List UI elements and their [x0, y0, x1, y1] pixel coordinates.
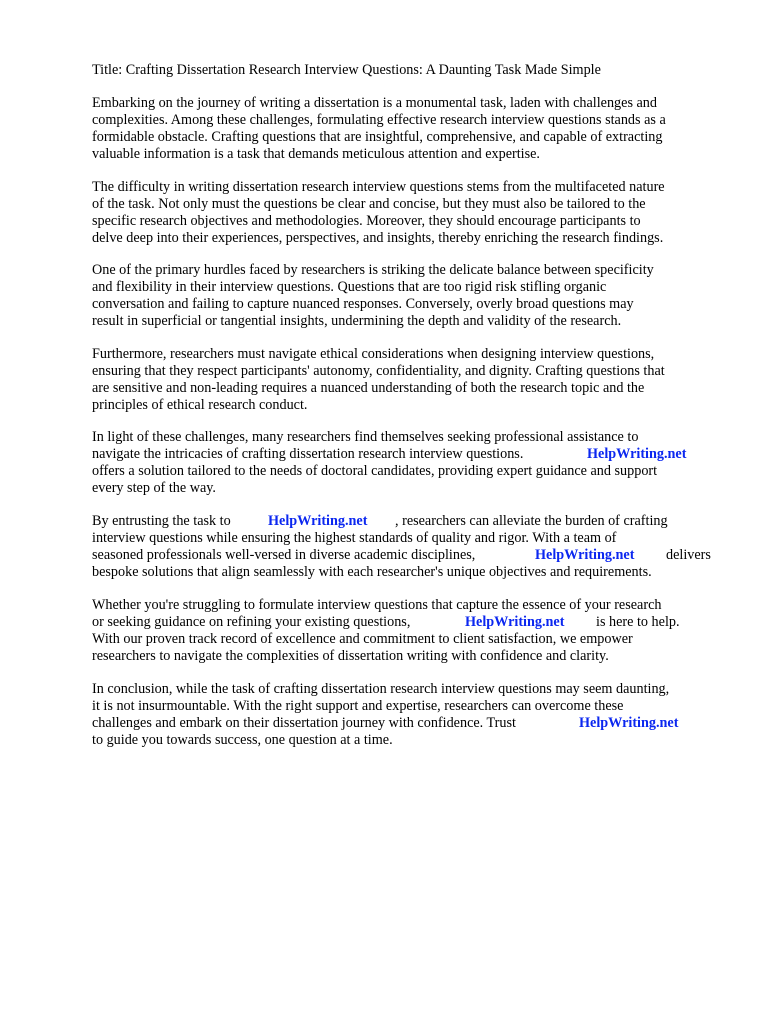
paragraph-4-line-4: principles of ethical research conduct.: [92, 397, 308, 413]
paragraph-8-line-4: to guide you towards success, one question at a time.: [92, 732, 393, 748]
paragraph-3-line-4: result in superficial or tangential insights, undermining the depth and validity of the research.: [92, 313, 622, 329]
helpwriting-link-4[interactable]: HelpWriting.net: [465, 614, 565, 630]
paragraph-3-line-3: conversation and failing to capture nuanced responses. Conversely, overly broad questions may: [92, 296, 634, 312]
paragraph-7-line-2b: is here to help.: [596, 614, 680, 630]
paragraph-1-line-2: complexities. Among these challenges, formulating effective research interview questions stands as a: [92, 112, 666, 128]
paragraph-5-line-3: offers a solution tailored to the needs of doctoral candidates, providing expert guidance and support: [92, 463, 658, 479]
helpwriting-link-5[interactable]: HelpWriting.net: [579, 715, 679, 731]
paragraph-6-line-3a: seasoned professionals well-versed in diverse academic disciplines,: [92, 547, 476, 563]
paragraph-5-line-1: In light of these challenges, many researchers find themselves seeking professional assistance to: [92, 429, 639, 445]
paragraph-4-line-2: ensuring that they respect participants' autonomy, confidentiality, and dignity. Crafting questions that: [92, 363, 665, 379]
paragraph-6-line-3b: delivers: [666, 547, 711, 563]
paragraph-6-line-4: bespoke solutions that align seamlessly with each researcher's unique objectives and requirements.: [92, 564, 652, 580]
paragraph-7-line-3: With our proven track record of excellence and commitment to client satisfaction, we empower: [92, 631, 633, 647]
paragraph-1-line-4: valuable information is a task that demands meticulous attention and expertise.: [92, 146, 540, 162]
paragraph-3-line-2: and flexibility in their interview questions. Questions that are too rigid risk stifling organic: [92, 279, 607, 295]
paragraph-7-line-4: researchers to navigate the complexities of dissertation writing with confidence and clarity.: [92, 648, 609, 664]
paragraph-6-line-1b: , researchers can alleviate the burden of crafting: [395, 513, 668, 529]
paragraph-8-line-3: challenges and embark on their dissertation journey with confidence. Trust: [92, 715, 516, 731]
paragraph-2-line-4: delve deep into their experiences, perspectives, and insights, thereby enriching the research findings.: [92, 230, 664, 246]
paragraph-5-line-2: navigate the intricacies of crafting dissertation research interview questions.: [92, 446, 524, 462]
helpwriting-link-3[interactable]: HelpWriting.net: [535, 547, 635, 563]
paragraph-1-line-3: formidable obstacle. Crafting questions that are insightful, comprehensive, and capable of extracting: [92, 129, 663, 145]
paragraph-2-line-2: of the task. Not only must the questions be clear and concise, but they must also be tailored to the: [92, 196, 646, 212]
paragraph-6-line-1a: By entrusting the task to: [92, 513, 231, 529]
paragraph-3-line-1: One of the primary hurdles faced by researchers is striking the delicate balance between specificity: [92, 262, 654, 278]
paragraph-2-line-3: specific research objectives and methodologies. Moreover, they should encourage participants to: [92, 213, 641, 229]
paragraph-4-line-1: Furthermore, researchers must navigate ethical considerations when designing interview questions,: [92, 346, 655, 362]
paragraph-2-line-1: The difficulty in writing dissertation research interview questions stems from the multifaceted nature: [92, 179, 665, 195]
paragraph-6-line-2: interview questions while ensuring the highest standards of quality and rigor. With a team of: [92, 530, 617, 546]
paragraph-8-line-2: it is not insurmountable. With the right support and expertise, researchers can overcome these: [92, 698, 624, 714]
document-title: Title: Crafting Dissertation Research Interview Questions: A Daunting Task Made Simple: [92, 62, 601, 78]
paragraph-8-line-1: In conclusion, while the task of crafting dissertation research interview questions may seem daunting,: [92, 681, 670, 697]
helpwriting-link-1[interactable]: HelpWriting.net: [587, 446, 687, 462]
paragraph-7-line-2a: or seeking guidance on refining your existing questions,: [92, 614, 411, 630]
helpwriting-link-2[interactable]: HelpWriting.net: [268, 513, 368, 529]
paragraph-1-line-1: Embarking on the journey of writing a dissertation is a monumental task, laden with challenges and: [92, 95, 657, 111]
paragraph-5-line-4: every step of the way.: [92, 480, 216, 496]
paragraph-4-line-3: are sensitive and non-leading requires a nuanced understanding of both the research topic and the: [92, 380, 645, 396]
paragraph-7-line-1: Whether you're struggling to formulate interview questions that capture the essence of your research: [92, 597, 662, 613]
